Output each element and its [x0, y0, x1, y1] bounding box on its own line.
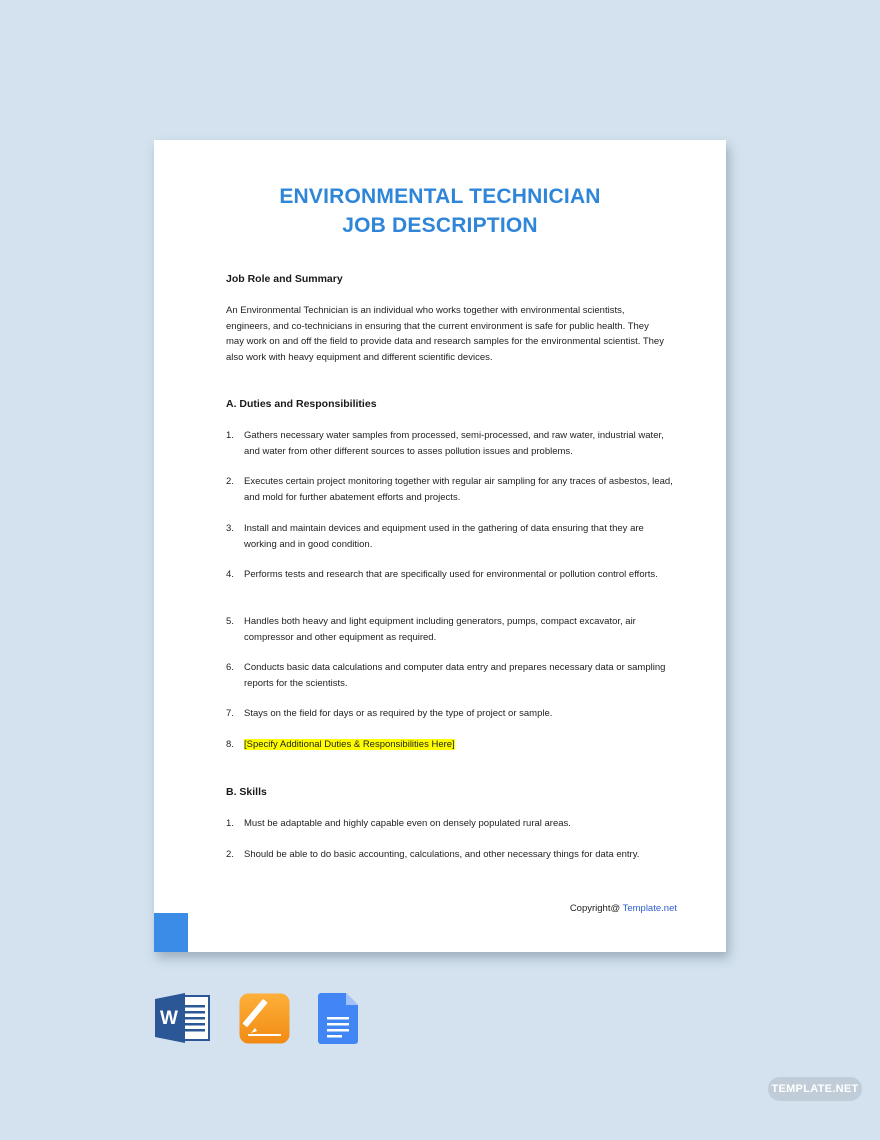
- word-letter: W: [160, 1008, 178, 1029]
- accent-corner-block: [154, 913, 188, 952]
- pages-icon[interactable]: [239, 993, 290, 1044]
- list-number: 6.: [226, 662, 234, 673]
- list-text: Should be able to do basic accounting, calculations, and other necessary things for data entry.: [244, 849, 640, 860]
- list-text: Gathers necessary water samples from processed, semi-processed, and raw water, industrial water, and water from other different sources to asses pollution issues and problems.: [244, 430, 664, 457]
- list-number: 4.: [226, 569, 234, 580]
- title-line-1: ENVIRONMENTAL TECHNICIAN: [279, 185, 601, 208]
- skills-heading: B. Skills: [226, 786, 267, 798]
- copyright-line: [570, 903, 677, 914]
- list-number: 8.: [226, 739, 234, 750]
- list-number: 7.: [226, 708, 234, 719]
- document-page: [154, 140, 726, 952]
- word-icon[interactable]: [155, 993, 211, 1043]
- summary-heading: Job Role and Summary: [226, 273, 343, 285]
- list-number: 3.: [226, 523, 234, 534]
- list-text: Performs tests and research that are specifically used for environmental or pollution control efforts.: [244, 569, 658, 580]
- list-text: Executes certain project monitoring together with regular air sampling for any traces of asbestos, lead, and mold for further abatement efforts and projects.: [244, 476, 673, 503]
- list-text: Must be adaptable and highly capable even on densely populated rural areas.: [244, 818, 571, 829]
- copyright-label: Copyright@: [569, 903, 621, 914]
- list-number: 1.: [226, 818, 234, 829]
- list-text: Handles both heavy and light equipment including generators, pumps, compact excavator, air compressor and other equipment as required.: [244, 616, 636, 643]
- list-text: Stays on the field for days or as required by the type of project or sample.: [244, 708, 553, 719]
- highlighted-placeholder[interactable]: [Specify Additional Duties & Responsibilities Here]: [244, 739, 455, 750]
- placeholder-text-wrap: [244, 737, 676, 753]
- list-number: 1.: [226, 430, 234, 441]
- duties-heading: A. Duties and Responsibilities: [226, 398, 377, 410]
- list-text: Conducts basic data calculations and computer data entry and prepares necessary data or sampling reports for the scientists.: [244, 662, 666, 689]
- title-line-2: JOB DESCRIPTION: [342, 214, 538, 237]
- document-title: [154, 182, 726, 240]
- google-docs-icon[interactable]: [318, 993, 358, 1044]
- list-text: Install and maintain devices and equipment used in the gathering of data ensuring that they are working and in good condition.: [244, 523, 644, 550]
- template-net-link[interactable]: Template.net: [622, 903, 677, 914]
- list-number: 2.: [226, 476, 234, 487]
- list-number: 5.: [226, 616, 234, 627]
- list-number: 2.: [226, 849, 234, 860]
- template-net-watermark: TEMPLATE.NET: [768, 1077, 862, 1101]
- summary-paragraph: An Environmental Technician is an individual who works together with environmental scientists, engineers, and co-technicians in ensuring that the current environment is safe for public health. They may work on and off the field to provide data and research samples for the environmental scientist. They also work with heavy equipment and different scientific devices.: [226, 305, 664, 363]
